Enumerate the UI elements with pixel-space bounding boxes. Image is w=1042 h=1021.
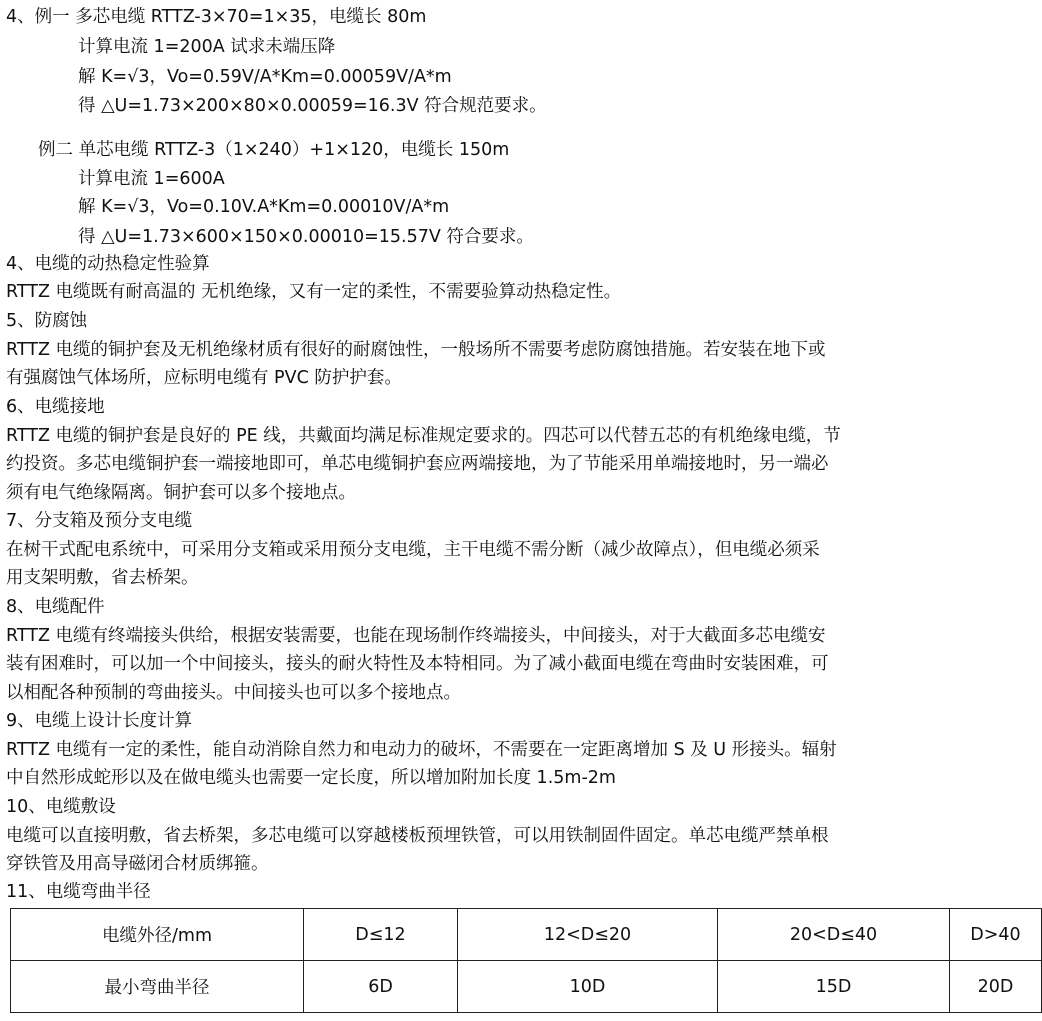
paragraph-line: 须有电气绝缘隔离。铜护套可以多个接地点。	[6, 483, 356, 503]
section-heading: 9、电缆上设计长度计算	[6, 711, 193, 731]
example-2-result: 得 △U=1.73×600×150×0.00010=15.57V 符合要求。	[78, 227, 534, 247]
table-cell: 10D	[458, 961, 718, 1013]
paragraph-line: RTTZ 电缆有终端接头供给，根据安装需要，也能在现场制作终端接头，中间接头，对于大截面多芯电缆安	[6, 626, 826, 646]
table-cell: 最小弯曲半径	[11, 961, 304, 1013]
table-cell: D≤12	[304, 909, 458, 961]
section-heading: 4、电缆的动热稳定性验算	[6, 254, 210, 274]
example-2-solution: 解 K=√3，Vo=0.10V.A*Km=0.00010V/A*m	[78, 197, 450, 217]
table-cell: 20D	[950, 961, 1042, 1013]
example-1-current: 计算电流 1=200A 试求未端压降	[78, 37, 336, 57]
table-cell: 6D	[304, 961, 458, 1013]
paragraph-line: RTTZ 电缆的铜护套及无机绝缘材质有很好的耐腐蚀性，一般场所不需要考虑防腐蚀措施。若安装在地下或	[6, 340, 826, 360]
example-2-title: 例二 单芯电缆 RTTZ-3（1×240）+1×120，电缆长 150m	[38, 140, 510, 160]
paragraph-line: 用支架明敷，省去桥架。	[6, 568, 199, 588]
table-cell: 电缆外径/mm	[11, 909, 304, 961]
table-cell: 12<D≤20	[458, 909, 718, 961]
table-row	[11, 961, 1042, 1013]
bend-radius-table	[10, 908, 1042, 1013]
section-heading: 11、电缆弯曲半径	[6, 882, 151, 902]
table-header-row	[11, 909, 1042, 961]
section-heading: 10、电缆敷设	[6, 797, 116, 817]
paragraph-line: 约投资。多芯电缆铜护套一端接地即可，单芯电缆铜护套应两端接地，为了节能采用单端接地时，另一端必	[6, 454, 829, 474]
paragraph-line: 在树干式配电系统中，可采用分支箱或采用预分支电缆，主干电缆不需分断（减少故障点），但电缆必须采	[6, 540, 820, 560]
paragraph-line: 电缆可以直接明敷，省去桥架，多芯电缆可以穿越楼板预埋铁管，可以用铁制固件固定。单芯电缆严禁单根	[6, 826, 829, 846]
example-1-result: 得 △U=1.73×200×80×0.00059=16.3V 符合规范要求。	[78, 96, 547, 116]
paragraph-line: RTTZ 电缆有一定的柔性，能自动消除自然力和电动力的破坏，不需要在一定距离增加 S 及 U 形接头。辐射	[6, 740, 837, 760]
example-2-current: 计算电流 1=600A	[78, 169, 225, 189]
section-heading: 5、防腐蚀	[6, 311, 88, 331]
section-heading: 7、分支箱及预分支电缆	[6, 511, 193, 531]
table-cell: D>40	[950, 909, 1042, 961]
section-heading: 6、电缆接地	[6, 397, 105, 417]
paragraph-line: 穿铁管及用高导磁闭合材质绑箍。	[6, 854, 269, 874]
paragraph-line: 有强腐蚀气体场所，应标明电缆有 PVC 防护护套。	[6, 368, 402, 388]
table-cell: 15D	[718, 961, 950, 1013]
paragraph-line: 以相配各种预制的弯曲接头。中间接头也可以多个接地点。	[6, 683, 461, 703]
section-heading: 8、电缆配件	[6, 597, 105, 617]
paragraph-line: 装有困难时，可以加一个中间接头，接头的耐火特性及本特相同。为了减小截面电缆在弯曲时安装困难，可	[6, 654, 829, 674]
table-cell: 20<D≤40	[718, 909, 950, 961]
paragraph-line: RTTZ 电缆的铜护套是良好的 PE 线，共戴面均满足标准规定要求的。四芯可以代替五芯的有机绝缘电缆，节	[6, 426, 841, 446]
example-1-solution: 解 K=√3，Vo=0.59V/A*Km=0.00059V/A*m	[78, 67, 452, 87]
example-1-title: 4、例一 多芯电缆 RTTZ-3×70=1×35，电缆长 80m	[6, 7, 427, 27]
paragraph-line: RTTZ 电缆既有耐高温的 无机绝缘，又有一定的柔性，不需要验算动热稳定性。	[6, 282, 622, 302]
paragraph-line: 中自然形成蛇形以及在做电缆头也需要一定长度，所以增加附加长度 1.5m-2m	[6, 768, 616, 788]
